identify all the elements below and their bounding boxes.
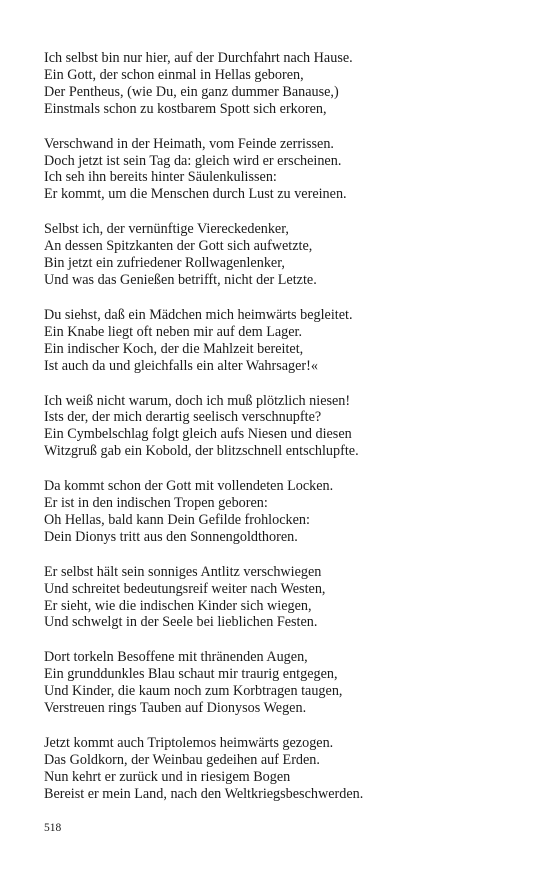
stanza-6 [44, 478, 524, 546]
stanza-8 [44, 649, 524, 717]
poem-line: Nun kehrt er zurück und in riesigem Bogen [44, 768, 291, 785]
poem-line: Ein indischer Koch, der die Mahlzeit bereitet, [44, 340, 304, 357]
stanza-4 [44, 307, 524, 375]
stanza-9 [44, 735, 524, 803]
poem-line: Einstmals schon zu kostbarem Spott sich erkoren, [44, 100, 327, 117]
poem-line: Ist auch da und gleichfalls ein alter Wahrsager!« [44, 357, 318, 374]
poem-line: Dort torkeln Besoffene mit thränenden Augen, [44, 649, 308, 666]
poem-line: Ich seh ihn bereits hinter Säulenkulissen: [44, 169, 277, 186]
poem-line: Das Goldkorn, der Weinbau gedeihen auf Erden. [44, 751, 320, 768]
poem-line: Doch jetzt ist sein Tag da: gleich wird er erscheinen. [44, 152, 342, 169]
poem-line: Ein Cymbelschlag folgt gleich aufs Niesen und diesen [44, 426, 352, 443]
poem-line: Du siehst, daß ein Mädchen mich heimwärts begleitet. [44, 306, 353, 323]
poem-line: Und schreitet bedeutungsreif weiter nach Westen, [44, 580, 326, 597]
poem-line: Witzgruß gab ein Kobold, der blitzschnell entschlupfte. [44, 443, 359, 460]
poem-line: Oh Hellas, bald kann Dein Gefilde frohlocken: [44, 511, 310, 528]
poem-line: Und schwelgt in der Seele bei lieblichen Festen. [44, 614, 318, 631]
poem-line: Verschwand in der Heimath, vom Feinde zerrissen. [44, 135, 334, 152]
poem-line: Ists der, der mich derartig seelisch verschnupfte? [44, 409, 322, 426]
poem-line: Bereist er mein Land, nach den Weltkriegsbeschwerden. [44, 785, 364, 802]
poem-line: Ich selbst bin nur hier, auf der Durchfahrt nach Hause. [44, 50, 353, 66]
poem-line: An dessen Spitzkanten der Gott sich aufwetzte, [44, 238, 313, 255]
poem-line: Jetzt kommt auch Triptolemos heimwärts gezogen. [44, 735, 334, 751]
stanza-5 [44, 393, 524, 461]
poem-line: Ein Knabe liegt oft neben mir auf dem Lager. [44, 323, 303, 340]
page-number: 518 [44, 822, 62, 834]
stanza-2 [44, 136, 524, 204]
poem-line: Und was das Genießen betrifft, nicht der Letzte. [44, 271, 317, 288]
poem-line: Da kommt schon der Gott mit vollendeten Locken. [44, 478, 334, 495]
stanza-7 [44, 564, 524, 632]
poem-body [44, 50, 524, 821]
stanza-1 [44, 50, 524, 118]
poem-line: Ich weiß nicht warum, doch ich muß plötzlich niesen! [44, 392, 351, 409]
poem-line: Bin jetzt ein zufriedener Rollwagenlenker, [44, 255, 285, 272]
stanza-3 [44, 221, 524, 289]
poem-line: Der Pentheus, (wie Du, ein ganz dummer Banause,) [44, 83, 339, 100]
poem-line: Und Kinder, die kaum noch zum Korbtragen taugen, [44, 683, 343, 700]
poem-line: Dein Dionys tritt aus den Sonnengoldthoren. [44, 528, 298, 545]
poem-line: Er ist in den indischen Tropen geboren: [44, 495, 268, 512]
poem-line: Ein Gott, der schon einmal in Hellas geboren, [44, 66, 304, 83]
poem-line: Verstreuen rings Tauben auf Dionysos Wegen. [44, 700, 307, 717]
poem-line: Er kommt, um die Menschen durch Lust zu vereinen. [44, 186, 347, 203]
poem-line: Er selbst hält sein sonniges Antlitz verschwiegen [44, 563, 322, 580]
poem-line: Er sieht, wie die indischen Kinder sich wiegen, [44, 597, 312, 614]
poem-line: Selbst ich, der vernünftige Viereckedenker, [44, 221, 289, 238]
poem-line: Ein grunddunkles Blau schaut mir traurig entgegen, [44, 666, 338, 683]
